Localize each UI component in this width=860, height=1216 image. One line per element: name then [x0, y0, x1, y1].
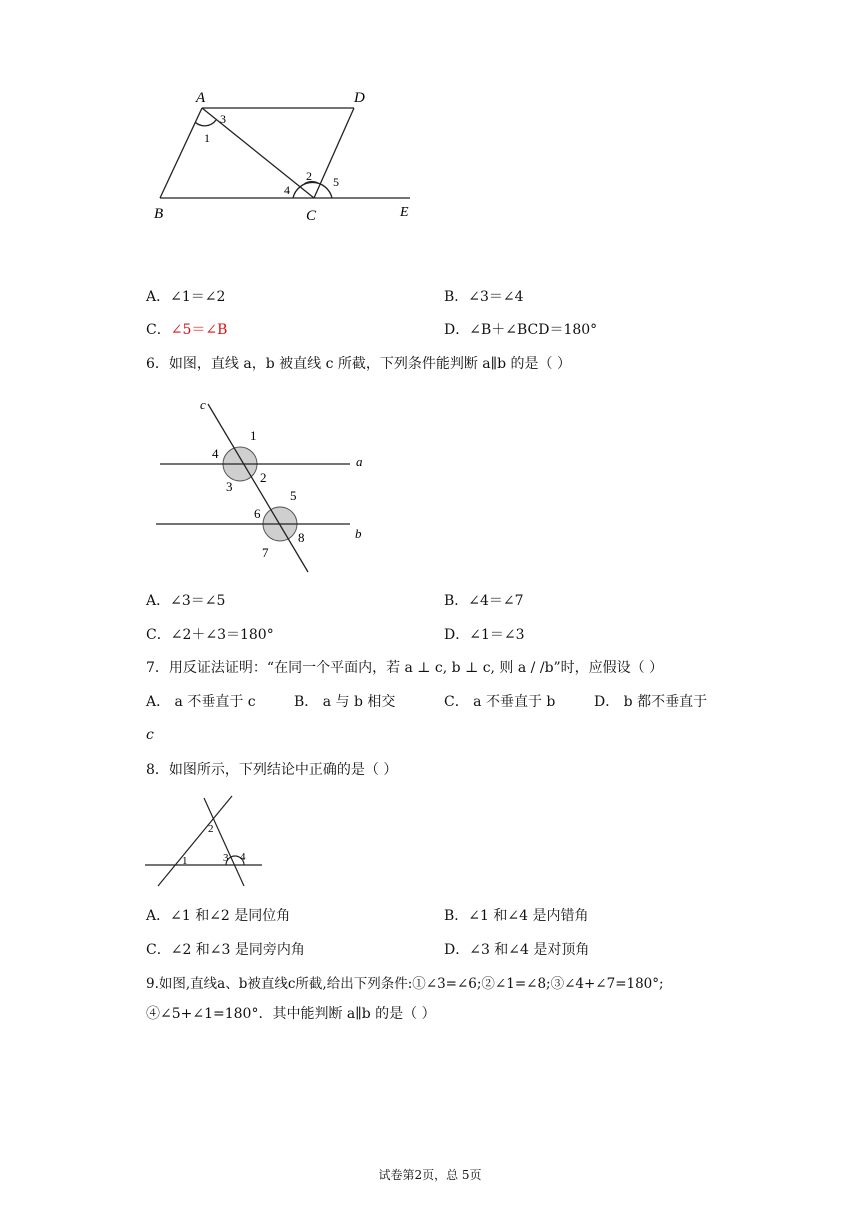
angle-6: 6: [254, 506, 261, 521]
angle-3-label: 3: [220, 112, 226, 126]
figure-parallelogram: [140, 80, 430, 230]
label-b: b: [355, 526, 362, 541]
q6-stem: 6．如图，直线 a，b 被直线 c 所截，下列条件能判断 a∥b 的是（ ）: [146, 356, 571, 372]
label-a: a: [356, 454, 363, 469]
q5-option-b: B．∠3＝∠4: [444, 289, 524, 305]
angle-3-mark: 3: [223, 852, 229, 864]
angle-4: 4: [212, 446, 219, 461]
label-c: c: [200, 397, 206, 412]
angle-1-label: 1: [204, 131, 210, 145]
q8-option-a: A．∠1 和∠2 是同位角: [146, 908, 291, 924]
label-E: E: [400, 205, 409, 220]
q7-option-b: B． a 与 b 相交: [294, 694, 396, 710]
angle-8: 8: [298, 530, 305, 545]
label-D: D: [354, 90, 365, 106]
q7-option-d: D． b 都不垂直于: [594, 694, 708, 710]
page-footer: 试卷第2页，总 5页: [378, 1168, 482, 1182]
angle-7: 7: [262, 545, 269, 560]
q7-stem: 7．用反证法证明：“在同一个平面内，若 a ⊥ c, b ⊥ c, 则 a / /b”时，应假设（ ）: [146, 660, 664, 676]
q6-option-c: C．∠2＋∠3＝180°: [146, 627, 274, 643]
q7-option-d-continued: c: [146, 727, 154, 743]
q6-option-a: A．∠3＝∠5: [146, 593, 226, 609]
label-B: B: [154, 206, 164, 222]
angle-1-mark: 1: [182, 855, 188, 867]
q5-option-c: [146, 320, 227, 340]
q5-option-c-answer: ∠5＝∠B: [170, 322, 228, 338]
label-A: A: [196, 90, 206, 106]
q8-option-b: B．∠1 和∠4 是内错角: [444, 908, 589, 924]
angle-5: 5: [290, 488, 297, 503]
angle-2-mark: 2: [208, 823, 214, 835]
figure-triangle: [140, 790, 270, 890]
q8-option-c: C．∠2 和∠3 是同旁内角: [146, 942, 305, 958]
q7-option-c: C． a 不垂直于 b: [444, 694, 556, 710]
q6-option-b: B．∠4＝∠7: [444, 593, 524, 609]
angle-2: 2: [260, 470, 267, 485]
q9-stem-line1: 9.如图,直线a、b被直线c所截,给出下列条件:①∠3=∠6;②∠1=∠8;③∠4+∠7=180°;: [146, 976, 664, 992]
q8-stem: 8．如图所示，下列结论中正确的是（ ）: [146, 762, 398, 778]
q6-option-d: D．∠1＝∠3: [444, 627, 525, 643]
angle-4-mark: 4: [240, 851, 246, 863]
q9-stem-line2: ④∠5+∠1=180°．其中能判断 a∥b 的是（ ）: [146, 1006, 436, 1022]
figure-parallel-lines: [150, 396, 380, 576]
q5-option-d: D．∠B＋∠BCD＝180°: [444, 322, 598, 338]
angle-1: 1: [250, 428, 257, 443]
angle-3: 3: [226, 479, 233, 494]
q7-option-a: A． a 不垂直于 c: [146, 694, 256, 710]
angle-5-label: 5: [333, 175, 339, 189]
label-C: C: [306, 208, 317, 224]
angle-2-label: 2: [306, 169, 312, 183]
angle-4-label: 4: [284, 183, 290, 197]
q8-option-d: D．∠3 和∠4 是对顶角: [444, 942, 590, 958]
q5-option-a: A．∠1＝∠2: [146, 289, 226, 305]
q5-option-c-prefix: C．: [146, 322, 171, 338]
